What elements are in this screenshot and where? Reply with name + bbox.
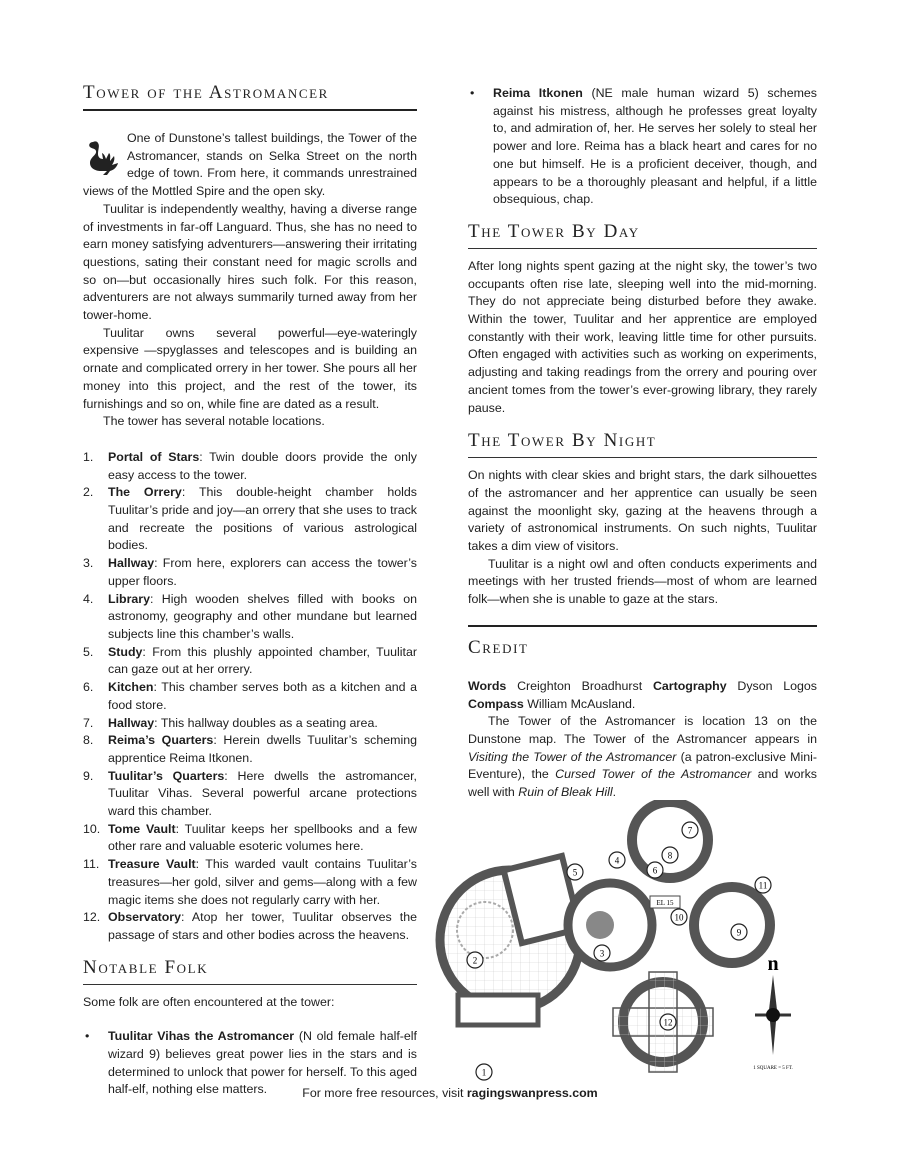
bullet: • (470, 86, 475, 100)
map-label: 11 (758, 880, 768, 891)
location-item (83, 909, 417, 944)
page-title: Tower of the Astromancer (83, 82, 417, 111)
location-name: Observatory (108, 910, 182, 925)
map-label: 1 (481, 1067, 487, 1078)
night-paragraph: On nights with clear skies and bright stars, the dark silhouettes of the astromancer and her apprentice can usually be seen against the moonlight sky, gazing at the heavens through a variety of astronomical instruments. On such nights, Tuulitar takes a dim view of visitors. (468, 468, 817, 554)
location-item (83, 484, 417, 555)
right-column (468, 0, 817, 802)
location-name: The Orrery (108, 485, 182, 500)
locations-list (83, 449, 417, 945)
location-number: 12. (83, 910, 101, 925)
map-label: 2 (472, 955, 478, 966)
location-text: : From here, explorers can access the tower’s upper floors. (108, 556, 417, 588)
map-label: 5 (572, 867, 578, 878)
location-name: Hallway (108, 715, 155, 730)
tower-by-night-heading: The Tower By Night (468, 430, 817, 458)
svg-text:EL 15: EL 15 (656, 899, 674, 907)
location-text: : This double-height chamber holds Tuulitar’s pride and joy—an orrery that she uses to track and recreate the positions of various astrological bodies. (108, 485, 417, 553)
location-text: : This chamber serves both as a kitchen and a food store. (108, 680, 417, 712)
location-number: 11. (83, 857, 100, 872)
night-paragraph: Tuulitar is a night owl and often conducts experiments and meetings with her trusted friends—most of whom are learned folk—when she is unable to gaze at the stars. (468, 556, 817, 607)
location-name: Treasure Vault (108, 857, 196, 872)
location-number: 8. (83, 733, 94, 748)
location-text: : Here dwells the astromancer, Tuulitar Vihas. Several powerful arcane protections ward this chamber. (108, 768, 417, 819)
location-text: : Tuulitar keeps her spellbooks and a few other rare and valuable esoteric volumes here. (108, 821, 417, 854)
location-text: : Herein dwells Tuulitar’s scheming apprentice Reima Itkonen. (108, 733, 417, 765)
intro-paragraph: Tuulitar owns several powerful—eye-wateringly expensive —spyglasses and telescopes and is building an ornate and complicated orrery in her tower. She pours all her money into this project, and the rest of the tower, its furnishings and so on, while fine are dated as a result. (83, 325, 417, 411)
location-text: : This hallway doubles as a seating area. (154, 715, 378, 730)
map-label: 8 (667, 850, 673, 861)
tower-map (430, 800, 830, 1110)
location-item (83, 679, 417, 714)
tower-by-day-heading: The Tower By Day (468, 221, 817, 249)
location-name: Study (108, 644, 143, 659)
credit-paragraph: The Tower of the Astromancer is location 13 on the Dunstone map. The Tower of the Astromancer appears in Visiting the Tower of the Astromancer (a patron-exclusive Mini-Eventure), the Cursed Tower of the Astromancer and works well with Ruin of Bleak Hill. (468, 714, 817, 800)
map-label: 3 (599, 948, 605, 959)
map-label: 10 (674, 912, 684, 923)
location-item (83, 821, 417, 856)
intro-paragraph: Tuulitar is independently wealthy, having a diverse range of investments in far-off Languard. Thus, she has no need to earn money satisfying adventurers—answering their irritating questions, sating their constant need for magic scrolls and so on—but occasionally hires such folk. For this reason, adventurers are not always summarily turned away from her tower-home. (83, 201, 417, 323)
location-number: 9. (83, 768, 94, 783)
location-name: Tome Vault (108, 821, 176, 836)
folk-intro: Some folk are often encountered at the tower: (83, 994, 335, 1009)
location-number: 4. (83, 591, 94, 606)
footer: For more free resources, visit ragingswanpress.com (302, 1086, 598, 1100)
list-item: • Reima Itkonen (NE male human wizard 5) schemes against his mistress, although he professes great loyalty to, and admiration of, her. He serves her solely to steal her power and lore. Reima has a black heart and cares for no one but himself. He is a proficient deceiver, though, and appears to be a thoroughly pleasant and helpful, if a little obsequious, chap. (470, 86, 817, 207)
location-item (83, 591, 417, 644)
location-number: 10. (83, 821, 101, 836)
location-item (83, 555, 417, 590)
ground-floor (440, 856, 652, 1025)
upper-floor-2 (694, 887, 770, 963)
location-text: : This warded vault contains Tuulitar’s treasures—her gold, silver and gems—along with a few magic items she does not regularly carry with her. (108, 857, 417, 907)
map-label: 7 (687, 825, 693, 836)
credit-paragraph: Words Creighton Broadhurst Cartography Dyson Logos Compass William McAusland. (468, 678, 817, 711)
folk-list (468, 85, 817, 209)
map-label: 4 (614, 855, 620, 866)
location-name: Portal of Stars (108, 449, 200, 464)
bullet: • (85, 1029, 90, 1044)
map-scale: 1 SQUARE = 5 FT. (753, 1066, 793, 1071)
section-divider (468, 625, 817, 627)
upper-floor-1 (632, 802, 708, 878)
location-item (83, 856, 417, 909)
notable-folk-heading: Notable Folk (83, 957, 417, 985)
map-label: 9 (736, 927, 742, 938)
location-name: Library (108, 591, 151, 606)
map-label: 6 (652, 865, 658, 876)
intro-paragraph: One of Dunstone’s tallest buildings, the Tower of the Astromancer, stands on Selka Street on the north edge of town. From here, it commands unrestrained views of the Mottled Spire and the open sky. (83, 131, 417, 199)
map-label: 12 (663, 1017, 673, 1028)
location-item (83, 768, 417, 821)
credit-heading: Credit (468, 636, 529, 658)
location-text: : High wooden shelves filled with books on astronomy, geography and other mundane but learned subjects line this chamber’s walls. (108, 591, 417, 641)
location-name: Hallway (108, 556, 155, 571)
location-item (83, 732, 417, 767)
location-number: 2. (83, 485, 94, 500)
location-number: 1. (83, 449, 94, 464)
location-name: Tuulitar’s Quarters (108, 768, 225, 783)
location-text: : From this plushly appointed chamber, Tuulitar can gaze out at her orrery. (108, 644, 417, 677)
list-item: • Tuulitar Vihas the Astromancer (N old female half-elf wizard 9) believes great power lies in the stars and is determined to unlock that power for herself. To this aged half-elf, nothing else matters. (85, 1029, 417, 1097)
floor-tag (650, 896, 680, 908)
location-number: 3. (83, 556, 94, 571)
svg-text:n: n (767, 953, 779, 975)
location-number: 7. (83, 715, 94, 730)
location-item (83, 449, 417, 484)
compass-rose-icon (755, 953, 791, 1055)
location-text: : Atop her tower, Tuulitar observes the passage of stars and other bodies across the heavens. (108, 910, 417, 942)
intro-paragraph: The tower has several notable locations. (103, 414, 325, 429)
swan-logo-icon (85, 130, 121, 176)
day-paragraph: After long nights spent gazing at the night sky, the tower’s two occupants often rise late, sleeping well into the mid-morning. They do not appreciate being disturbed before they awake. Within the tower, Tuulitar and her apprentice are employed constantly with their work, leaving little time for other pursuits. Often engaged with activities such as working on experiments, adjusting and taking readings from the orrery and pouring over ancient tomes from the tower’s ever-growing library, they rarely pause. (468, 258, 817, 415)
location-number: 6. (83, 680, 94, 695)
location-item (83, 715, 417, 733)
location-name: Kitchen (108, 680, 154, 695)
left-column (83, 0, 417, 1099)
website-link[interactable]: ragingswanpress.com (466, 1086, 598, 1100)
location-name: Reima’s Quarters (108, 733, 214, 748)
location-number: 5. (83, 644, 94, 659)
location-text: : Twin double doors provide the only easy access to the tower. (108, 449, 417, 482)
location-item (83, 644, 417, 679)
